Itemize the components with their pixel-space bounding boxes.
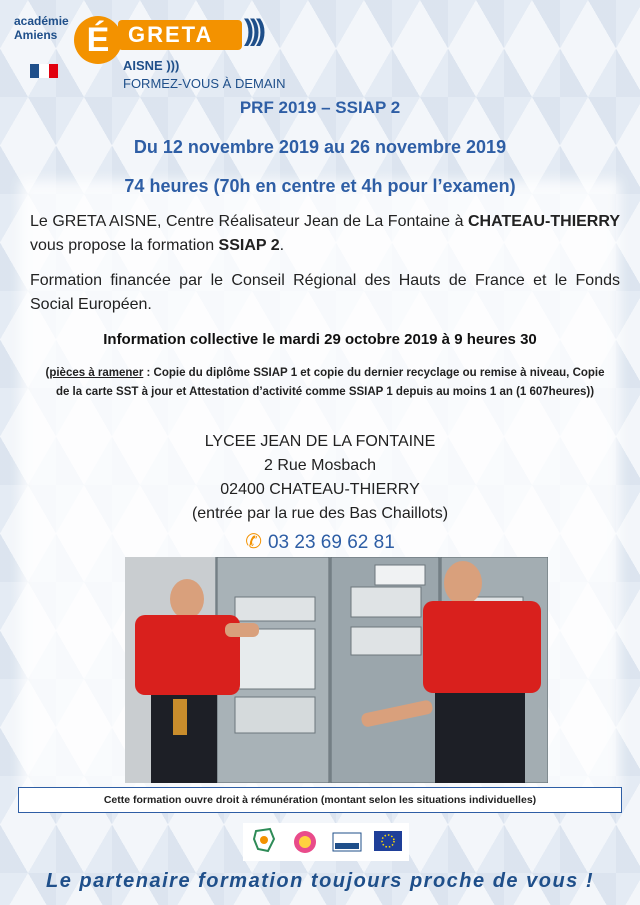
documents-required	[40, 364, 610, 402]
documents-open: (	[45, 367, 50, 379]
address-line-1: LYCEE JEAN DE LA FONTAINE	[204, 433, 436, 450]
academie-logo	[14, 10, 114, 60]
greta-waves-icon: )))	[244, 14, 262, 47]
slogan: Le partenaire formation toujours proche de vous !	[45, 870, 594, 892]
intro-text-1: Le GRETA AISNE, Centre Réalisateur Jean de La Fontaine à	[30, 213, 468, 230]
intro-text-2: vous propose la formation	[30, 237, 219, 254]
eu-flag-logo	[372, 827, 404, 857]
tagline: FORMEZ-VOUS À DEMAIN	[123, 76, 286, 91]
course-hours: 74 heures (70h en centre et 4h pour l’examen)	[124, 176, 516, 196]
greta-logo: GRETA	[118, 20, 242, 50]
program-title: PRF 2019 – SSIAP 2	[239, 98, 401, 117]
academie-label: académie Amiens	[14, 14, 69, 42]
intro-text-3: .	[279, 237, 285, 254]
academie-e-icon: É	[74, 16, 122, 64]
hauts-de-france-logo	[248, 827, 280, 857]
intro-paragraph	[30, 210, 620, 258]
info-session: Information collective le mardi 29 octobre 2019 à 9 heures 30	[103, 331, 537, 348]
region-badge-logo	[289, 827, 321, 857]
intro-city: CHATEAU-THIERRY	[468, 213, 620, 230]
training-photo	[125, 557, 548, 783]
course-dates: Du 12 novembre 2019 au 26 novembre 2019	[133, 137, 507, 157]
republique-francaise-logo	[30, 64, 58, 78]
partner-logos	[243, 823, 409, 861]
funding-paragraph: Formation financée par le Conseil Régional des Hauts de France et le Fonds Social Européen.	[30, 272, 620, 313]
phone-icon: ✆	[245, 531, 262, 553]
remuneration-notice: Cette formation ouvre droit à rémunération (montant selon les situations individuelles)	[18, 787, 622, 813]
phone-number[interactable]: 03 23 69 62 81	[267, 532, 395, 553]
documents-text: : Copie du diplôme SSIAP 1 et copie du dernier recyclage ou remise à niveau, Copie de la carte SST à jour et Attestation d’activité comme SSIAP 1 depuis au moins 1 an (1 607heures))	[55, 367, 605, 398]
intro-course: SSIAP 2	[218, 237, 280, 254]
proch-emploi-logo	[331, 827, 363, 857]
aisne-label: AISNE )))	[123, 58, 180, 73]
firefighters-illustration	[125, 557, 548, 783]
address-line-2: 2 Rue Mosbach	[263, 457, 377, 474]
phone-contact[interactable]	[0, 529, 640, 554]
address-line-3: 02400 CHATEAU-THIERRY	[220, 481, 420, 498]
documents-label: pièces à ramener	[49, 367, 144, 379]
address-line-4: (entrée par la rue des Bas Chaillots)	[191, 505, 449, 522]
